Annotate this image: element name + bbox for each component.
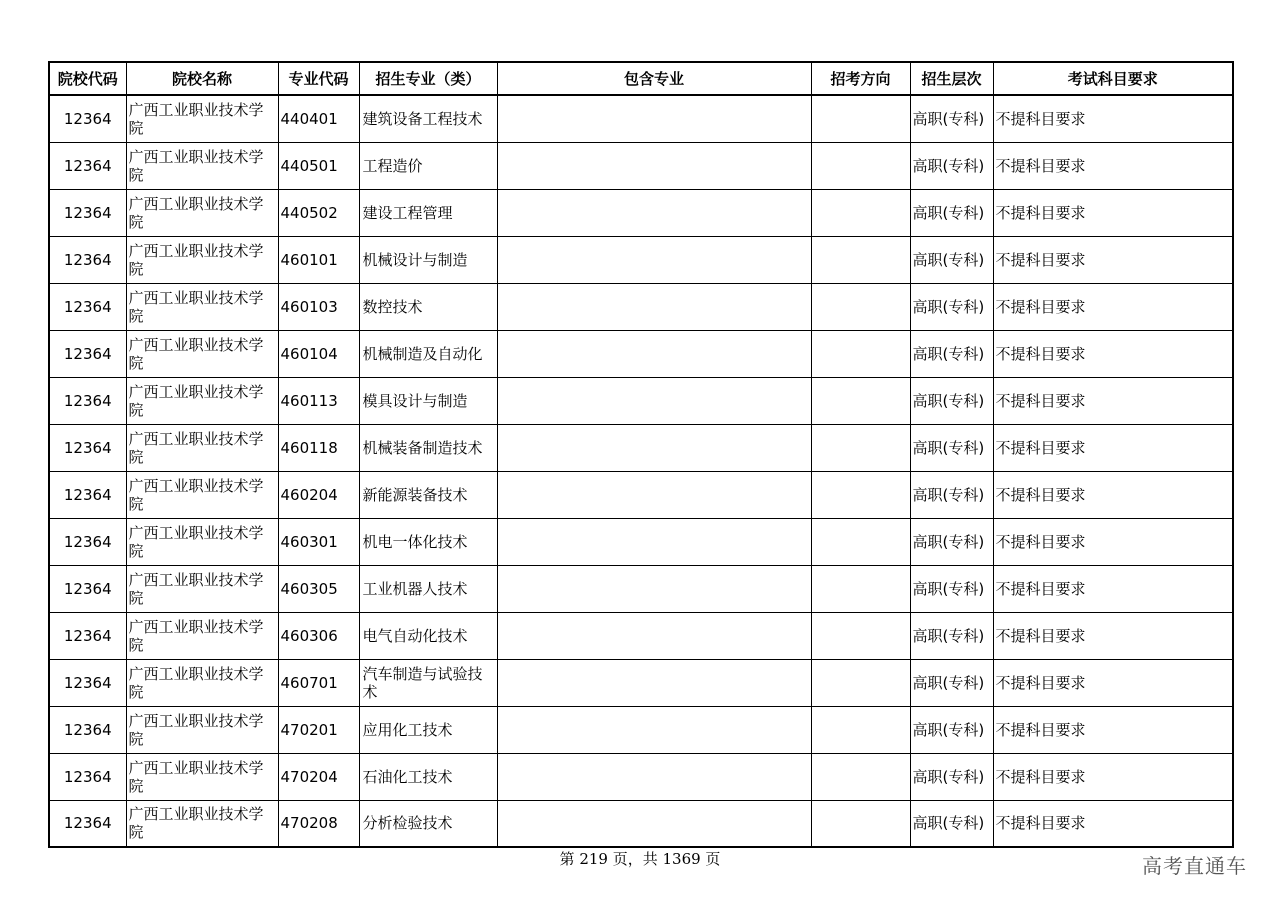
major-cell: 机械装备制造技术 — [359, 424, 497, 471]
level-cell: 高职(专科) — [910, 565, 993, 612]
table-row — [49, 471, 1233, 518]
level-cell: 高职(专科) — [910, 283, 993, 330]
major-cell: 机械制造及自动化 — [359, 330, 497, 377]
direction-cell — [811, 706, 910, 753]
school-code-cell: 12364 — [49, 612, 126, 659]
major-cell: 汽车制造与试验技术 — [359, 659, 497, 706]
level-cell: 高职(专科) — [910, 471, 993, 518]
major-code-cell: 460104 — [278, 330, 359, 377]
included-majors-cell — [497, 659, 811, 706]
major-cell: 机电一体化技术 — [359, 518, 497, 565]
direction-cell — [811, 612, 910, 659]
subject-requirements-cell: 不提科目要求 — [993, 565, 1233, 612]
major-code-cell: 460305 — [278, 565, 359, 612]
subject-requirements-cell: 不提科目要求 — [993, 471, 1233, 518]
table-row — [49, 565, 1233, 612]
table-row — [49, 612, 1233, 659]
table-row — [49, 377, 1233, 424]
table-row — [49, 659, 1233, 706]
major-cell: 新能源装备技术 — [359, 471, 497, 518]
direction-cell — [811, 518, 910, 565]
major-code-cell: 460113 — [278, 377, 359, 424]
major-cell: 机械设计与制造 — [359, 236, 497, 283]
direction-cell — [811, 189, 910, 236]
major-code-cell: 460101 — [278, 236, 359, 283]
page-number: 第 219 页，共 1369 页 — [559, 850, 721, 868]
level-cell: 高职(专科) — [910, 612, 993, 659]
direction-cell — [811, 377, 910, 424]
subject-requirements-cell: 不提科目要求 — [993, 189, 1233, 236]
table-row — [49, 283, 1233, 330]
direction-cell — [811, 283, 910, 330]
level-cell: 高职(专科) — [910, 142, 993, 189]
table-header — [49, 62, 1233, 95]
major-code-cell: 460118 — [278, 424, 359, 471]
included-majors-cell — [497, 95, 811, 142]
school-code-cell: 12364 — [49, 659, 126, 706]
subject-requirements-cell: 不提科目要求 — [993, 236, 1233, 283]
school-code-cell: 12364 — [49, 189, 126, 236]
school-name-cell: 广西工业职业技术学院 — [126, 424, 278, 471]
table-row — [49, 800, 1233, 847]
school-name-cell: 广西工业职业技术学院 — [126, 565, 278, 612]
major-cell: 应用化工技术 — [359, 706, 497, 753]
major-cell: 分析检验技术 — [359, 800, 497, 847]
school-name-cell: 广西工业职业技术学院 — [126, 189, 278, 236]
subject-requirements-cell: 不提科目要求 — [993, 659, 1233, 706]
school-code-cell: 12364 — [49, 142, 126, 189]
header-direction: 招考方向 — [811, 62, 910, 95]
header-school-code: 院校代码 — [49, 62, 126, 95]
subject-requirements-cell: 不提科目要求 — [993, 753, 1233, 800]
subject-requirements-cell: 不提科目要求 — [993, 283, 1233, 330]
included-majors-cell — [497, 471, 811, 518]
major-code-cell: 440502 — [278, 189, 359, 236]
major-cell: 建筑设备工程技术 — [359, 95, 497, 142]
school-code-cell: 12364 — [49, 800, 126, 847]
major-code-cell: 460204 — [278, 471, 359, 518]
school-name-cell: 广西工业职业技术学院 — [126, 330, 278, 377]
school-code-cell: 12364 — [49, 518, 126, 565]
major-code-cell: 470208 — [278, 800, 359, 847]
school-code-cell: 12364 — [49, 424, 126, 471]
included-majors-cell — [497, 377, 811, 424]
school-code-cell: 12364 — [49, 283, 126, 330]
direction-cell — [811, 330, 910, 377]
level-cell: 高职(专科) — [910, 377, 993, 424]
header-major-code: 专业代码 — [278, 62, 359, 95]
school-code-cell: 12364 — [49, 565, 126, 612]
admissions-table — [48, 61, 1234, 848]
school-name-cell: 广西工业职业技术学院 — [126, 800, 278, 847]
subject-requirements-cell: 不提科目要求 — [993, 377, 1233, 424]
direction-cell — [811, 659, 910, 706]
table-row — [49, 236, 1233, 283]
watermark-text: 高考直通车 — [1142, 854, 1247, 878]
included-majors-cell — [497, 518, 811, 565]
included-majors-cell — [497, 283, 811, 330]
school-name-cell: 广西工业职业技术学院 — [126, 283, 278, 330]
table-row — [49, 189, 1233, 236]
header-level: 招生层次 — [910, 62, 993, 95]
included-majors-cell — [497, 565, 811, 612]
direction-cell — [811, 95, 910, 142]
subject-requirements-cell: 不提科目要求 — [993, 142, 1233, 189]
table-row — [49, 424, 1233, 471]
header-school-name: 院校名称 — [126, 62, 278, 95]
level-cell: 高职(专科) — [910, 95, 993, 142]
school-name-cell: 广西工业职业技术学院 — [126, 518, 278, 565]
major-cell: 数控技术 — [359, 283, 497, 330]
level-cell: 高职(专科) — [910, 518, 993, 565]
header-subject-requirements: 考试科目要求 — [993, 62, 1233, 95]
subject-requirements-cell: 不提科目要求 — [993, 612, 1233, 659]
table-row — [49, 753, 1233, 800]
major-code-cell: 470204 — [278, 753, 359, 800]
header-row — [49, 62, 1233, 95]
major-code-cell: 460301 — [278, 518, 359, 565]
school-name-cell: 广西工业职业技术学院 — [126, 471, 278, 518]
subject-requirements-cell: 不提科目要求 — [993, 424, 1233, 471]
included-majors-cell — [497, 706, 811, 753]
table-row — [49, 142, 1233, 189]
subject-requirements-cell: 不提科目要求 — [993, 330, 1233, 377]
major-cell: 模具设计与制造 — [359, 377, 497, 424]
direction-cell — [811, 142, 910, 189]
major-cell: 电气自动化技术 — [359, 612, 497, 659]
direction-cell — [811, 471, 910, 518]
direction-cell — [811, 236, 910, 283]
direction-cell — [811, 424, 910, 471]
school-code-cell: 12364 — [49, 377, 126, 424]
level-cell: 高职(专科) — [910, 236, 993, 283]
subject-requirements-cell: 不提科目要求 — [993, 518, 1233, 565]
school-code-cell: 12364 — [49, 236, 126, 283]
school-name-cell: 广西工业职业技术学院 — [126, 753, 278, 800]
included-majors-cell — [497, 189, 811, 236]
included-majors-cell — [497, 424, 811, 471]
header-included-majors: 包含专业 — [497, 62, 811, 95]
direction-cell — [811, 800, 910, 847]
direction-cell — [811, 753, 910, 800]
subject-requirements-cell: 不提科目要求 — [993, 95, 1233, 142]
level-cell: 高职(专科) — [910, 800, 993, 847]
major-code-cell: 440501 — [278, 142, 359, 189]
major-cell: 工程造价 — [359, 142, 497, 189]
school-name-cell: 广西工业职业技术学院 — [126, 142, 278, 189]
major-code-cell: 440401 — [278, 95, 359, 142]
table-row — [49, 95, 1233, 142]
level-cell: 高职(专科) — [910, 189, 993, 236]
major-code-cell: 460306 — [278, 612, 359, 659]
major-cell: 建设工程管理 — [359, 189, 497, 236]
header-major: 招生专业（类） — [359, 62, 497, 95]
direction-cell — [811, 565, 910, 612]
included-majors-cell — [497, 142, 811, 189]
school-name-cell: 广西工业职业技术学院 — [126, 659, 278, 706]
school-code-cell: 12364 — [49, 330, 126, 377]
school-name-cell: 广西工业职业技术学院 — [126, 706, 278, 753]
major-cell: 石油化工技术 — [359, 753, 497, 800]
school-name-cell: 广西工业职业技术学院 — [126, 612, 278, 659]
table-row — [49, 330, 1233, 377]
level-cell: 高职(专科) — [910, 659, 993, 706]
level-cell: 高职(专科) — [910, 330, 993, 377]
included-majors-cell — [497, 753, 811, 800]
included-majors-cell — [497, 236, 811, 283]
level-cell: 高职(专科) — [910, 424, 993, 471]
major-code-cell: 460701 — [278, 659, 359, 706]
school-name-cell: 广西工业职业技术学院 — [126, 377, 278, 424]
table-body — [49, 95, 1233, 847]
included-majors-cell — [497, 330, 811, 377]
school-code-cell: 12364 — [49, 706, 126, 753]
major-cell: 工业机器人技术 — [359, 565, 497, 612]
level-cell: 高职(专科) — [910, 753, 993, 800]
table-row — [49, 518, 1233, 565]
subject-requirements-cell: 不提科目要求 — [993, 800, 1233, 847]
school-code-cell: 12364 — [49, 95, 126, 142]
school-name-cell: 广西工业职业技术学院 — [126, 236, 278, 283]
table-row — [49, 706, 1233, 753]
school-code-cell: 12364 — [49, 753, 126, 800]
included-majors-cell — [497, 800, 811, 847]
included-majors-cell — [497, 612, 811, 659]
school-name-cell: 广西工业职业技术学院 — [126, 95, 278, 142]
major-code-cell: 470201 — [278, 706, 359, 753]
school-code-cell: 12364 — [49, 471, 126, 518]
subject-requirements-cell: 不提科目要求 — [993, 706, 1233, 753]
level-cell: 高职(专科) — [910, 706, 993, 753]
major-code-cell: 460103 — [278, 283, 359, 330]
